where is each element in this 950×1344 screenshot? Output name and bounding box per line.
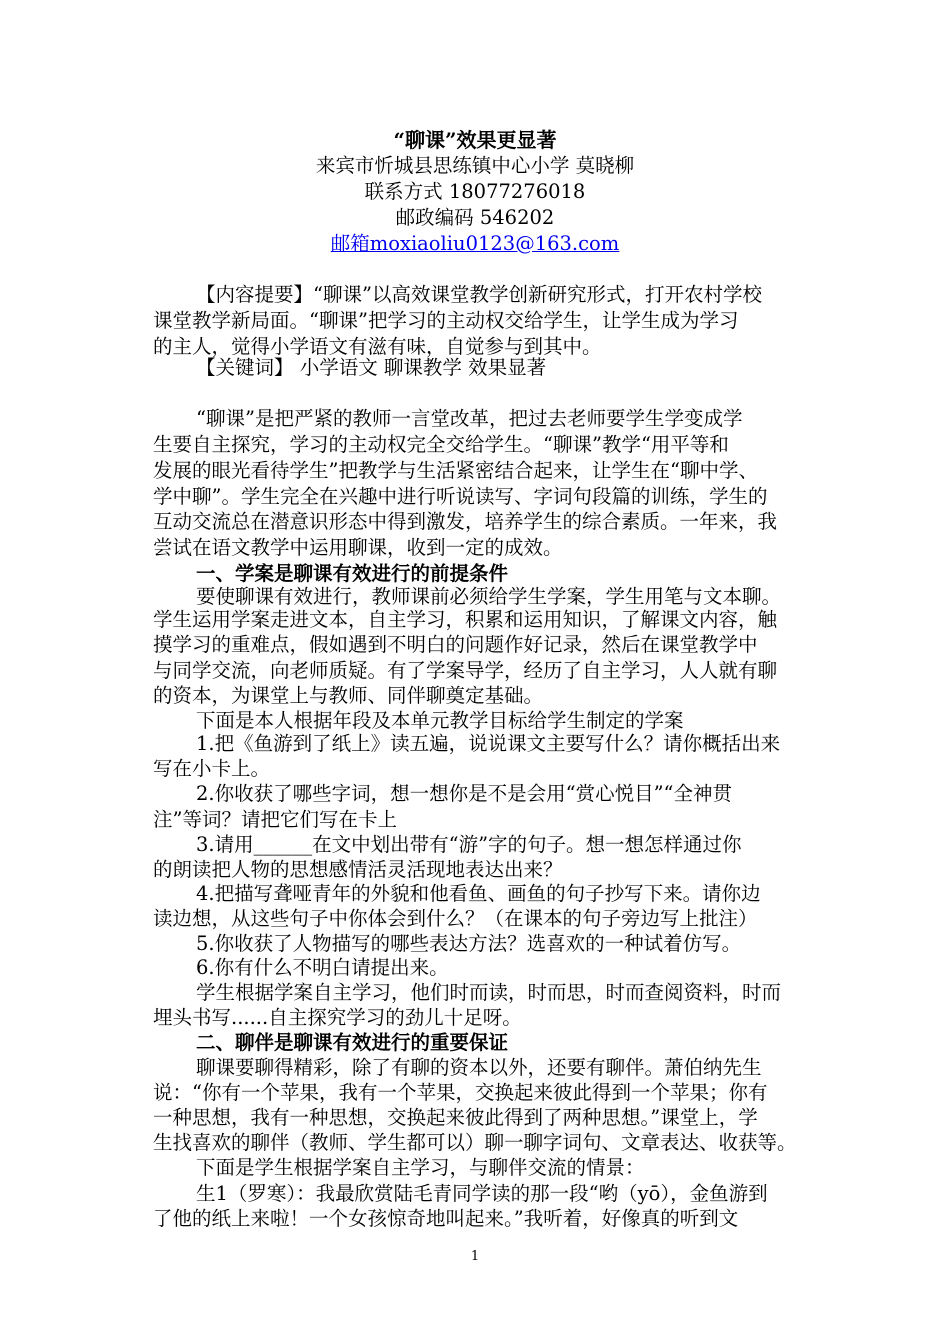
body-text-line: 学生根据学案自主学习，他们时而读，时而思，时而查阅资料，时而 [196, 981, 782, 1004]
body-text-line: 生要自主探究，学习的主动权完全交给学生。“聊课”教学“用平等和 [153, 433, 729, 456]
body-text-line: 了他的纸上来啦！一个女孩惊奇地叫起来。”我听着，好像真的听到文 [153, 1207, 739, 1230]
body-text-line: 写在小卡上。 [153, 757, 271, 780]
section-heading: 二、聊伴是聊课有效进行的重要保证 [196, 1031, 509, 1054]
body-text-line: 5.你收获了人物描写的哪些表达方法？选喜欢的一种试着仿写。 [196, 932, 742, 955]
page-number: 1 [470, 1249, 480, 1264]
body-text-line: 6.你有什么不明白请提出来。 [196, 956, 449, 979]
author-line: 来宾市忻城县思练镇中心小学 莫晓柳 [315, 154, 635, 177]
email-link-line [0, 232, 950, 256]
body-text-line: 课堂教学新局面。“聊课”把学习的主动权交给学生，让学生成为学习 [153, 309, 739, 332]
email-link[interactable]: 邮箱moxiaoliu0123@163.com [330, 232, 620, 255]
body-text-line: 2.你收获了哪些字词，想一想你是不是会用“赏心悦目”“全神贯 [196, 782, 733, 805]
body-text-line: “聊课”是把严紧的教师一言堂改革，把过去老师要学生学变成学 [196, 407, 743, 430]
article-title: “聊课”效果更显著 [393, 128, 557, 152]
body-text-line: 1.把《鱼游到了纸上》读五遍，说说课文主要写什么？请你概括出来 [196, 732, 781, 755]
body-text-line: 生1（罗寒）：我最欣赏陆毛青同学读的那一段“哟（yō），金鱼游到 [196, 1182, 768, 1205]
body-text-line: 学中聊”。学生完全在兴趣中进行听说读写、字词句段篇的训练，学生的 [153, 485, 768, 508]
body-text-line: 发展的眼光看待学生”把教学与生活紧密结合起来，让学生在“聊中学、 [153, 459, 758, 482]
body-text-line: 4.把描写聋哑青年的外貌和他看鱼、画鱼的句子抄写下来。请你边 [196, 882, 761, 905]
body-text-line: 说：“你有一个苹果，我有一个苹果，交换起来彼此得到一个苹果；你有 [153, 1081, 768, 1104]
body-text-line: 的主人，觉得小学语文有滋有味，自觉参与到其中。 [153, 335, 602, 358]
body-text-line: 生找喜欢的聊伴（教师、学生都可以）聊一聊字词句、文章表达、收获等。 [153, 1131, 797, 1154]
body-text-line: 尝试在语文教学中运用聊课，收到一定的成效。 [153, 536, 563, 559]
body-text-line: 聊课要聊得精彩，除了有聊的资本以外，还要有聊伴。萧伯纳先生 [196, 1056, 762, 1079]
postcode-line: 邮政编码 546202 [395, 206, 555, 229]
body-text-line: 学生运用学案走进文本，自主学习，积累和运用知识，了解课文内容，触 [153, 608, 778, 631]
body-text-line: 下面是学生根据学案自主学习，与聊伴交流的情景： [196, 1156, 645, 1179]
body-text-line: 下面是本人根据年段及本单元教学目标给学生制定的学案 [196, 709, 684, 732]
body-text-line: 【关键词】 小学语文 聊课教学 效果显著 [196, 356, 547, 379]
body-text-line: 摸学习的重难点，假如遇到不明白的问题作好记录，然后在课堂教学中 [153, 633, 758, 656]
body-text-line: 的资本，为课堂上与教师、同伴聊奠定基础。 [153, 684, 544, 707]
body-text-line: 的朗读把人物的思想感情活灵活现地表达出来？ [153, 858, 563, 881]
body-text-line: 读边想，从这些句子中你体会到什么？（在课本的句子旁边写上批注） [153, 907, 758, 930]
body-text-line: 互动交流总在潜意识形态中得到激发，培养学生的综合素质。一年来，我 [153, 510, 778, 533]
body-text-line: 注”等词？请把它们写在卡上 [153, 808, 397, 831]
contact-line: 联系方式 18077276018 [364, 180, 586, 203]
section-heading: 一、学案是聊课有效进行的前提条件 [196, 562, 509, 585]
body-text-line: 埋头书写......自主探究学习的劲儿十足呀。 [153, 1006, 522, 1029]
body-text-line: 【内容提要】“聊课”以高效课堂教学创新研究形式，打开农村学校 [196, 283, 762, 306]
body-text-line: 3.请用______在文中划出带有“游”字的句子。想一想怎样通过你 [196, 833, 742, 856]
body-text-line: 与同学交流，向老师质疑。有了学案导学，经历了自主学习，人人就有聊 [153, 659, 778, 682]
body-text-line: 一种思想，我有一种思想，交换起来彼此得到了两种思想。”课堂上，学 [153, 1106, 758, 1129]
body-text-line: 要使聊课有效进行，教师课前必须给学生学案，学生用笔与文本聊。 [196, 585, 782, 608]
